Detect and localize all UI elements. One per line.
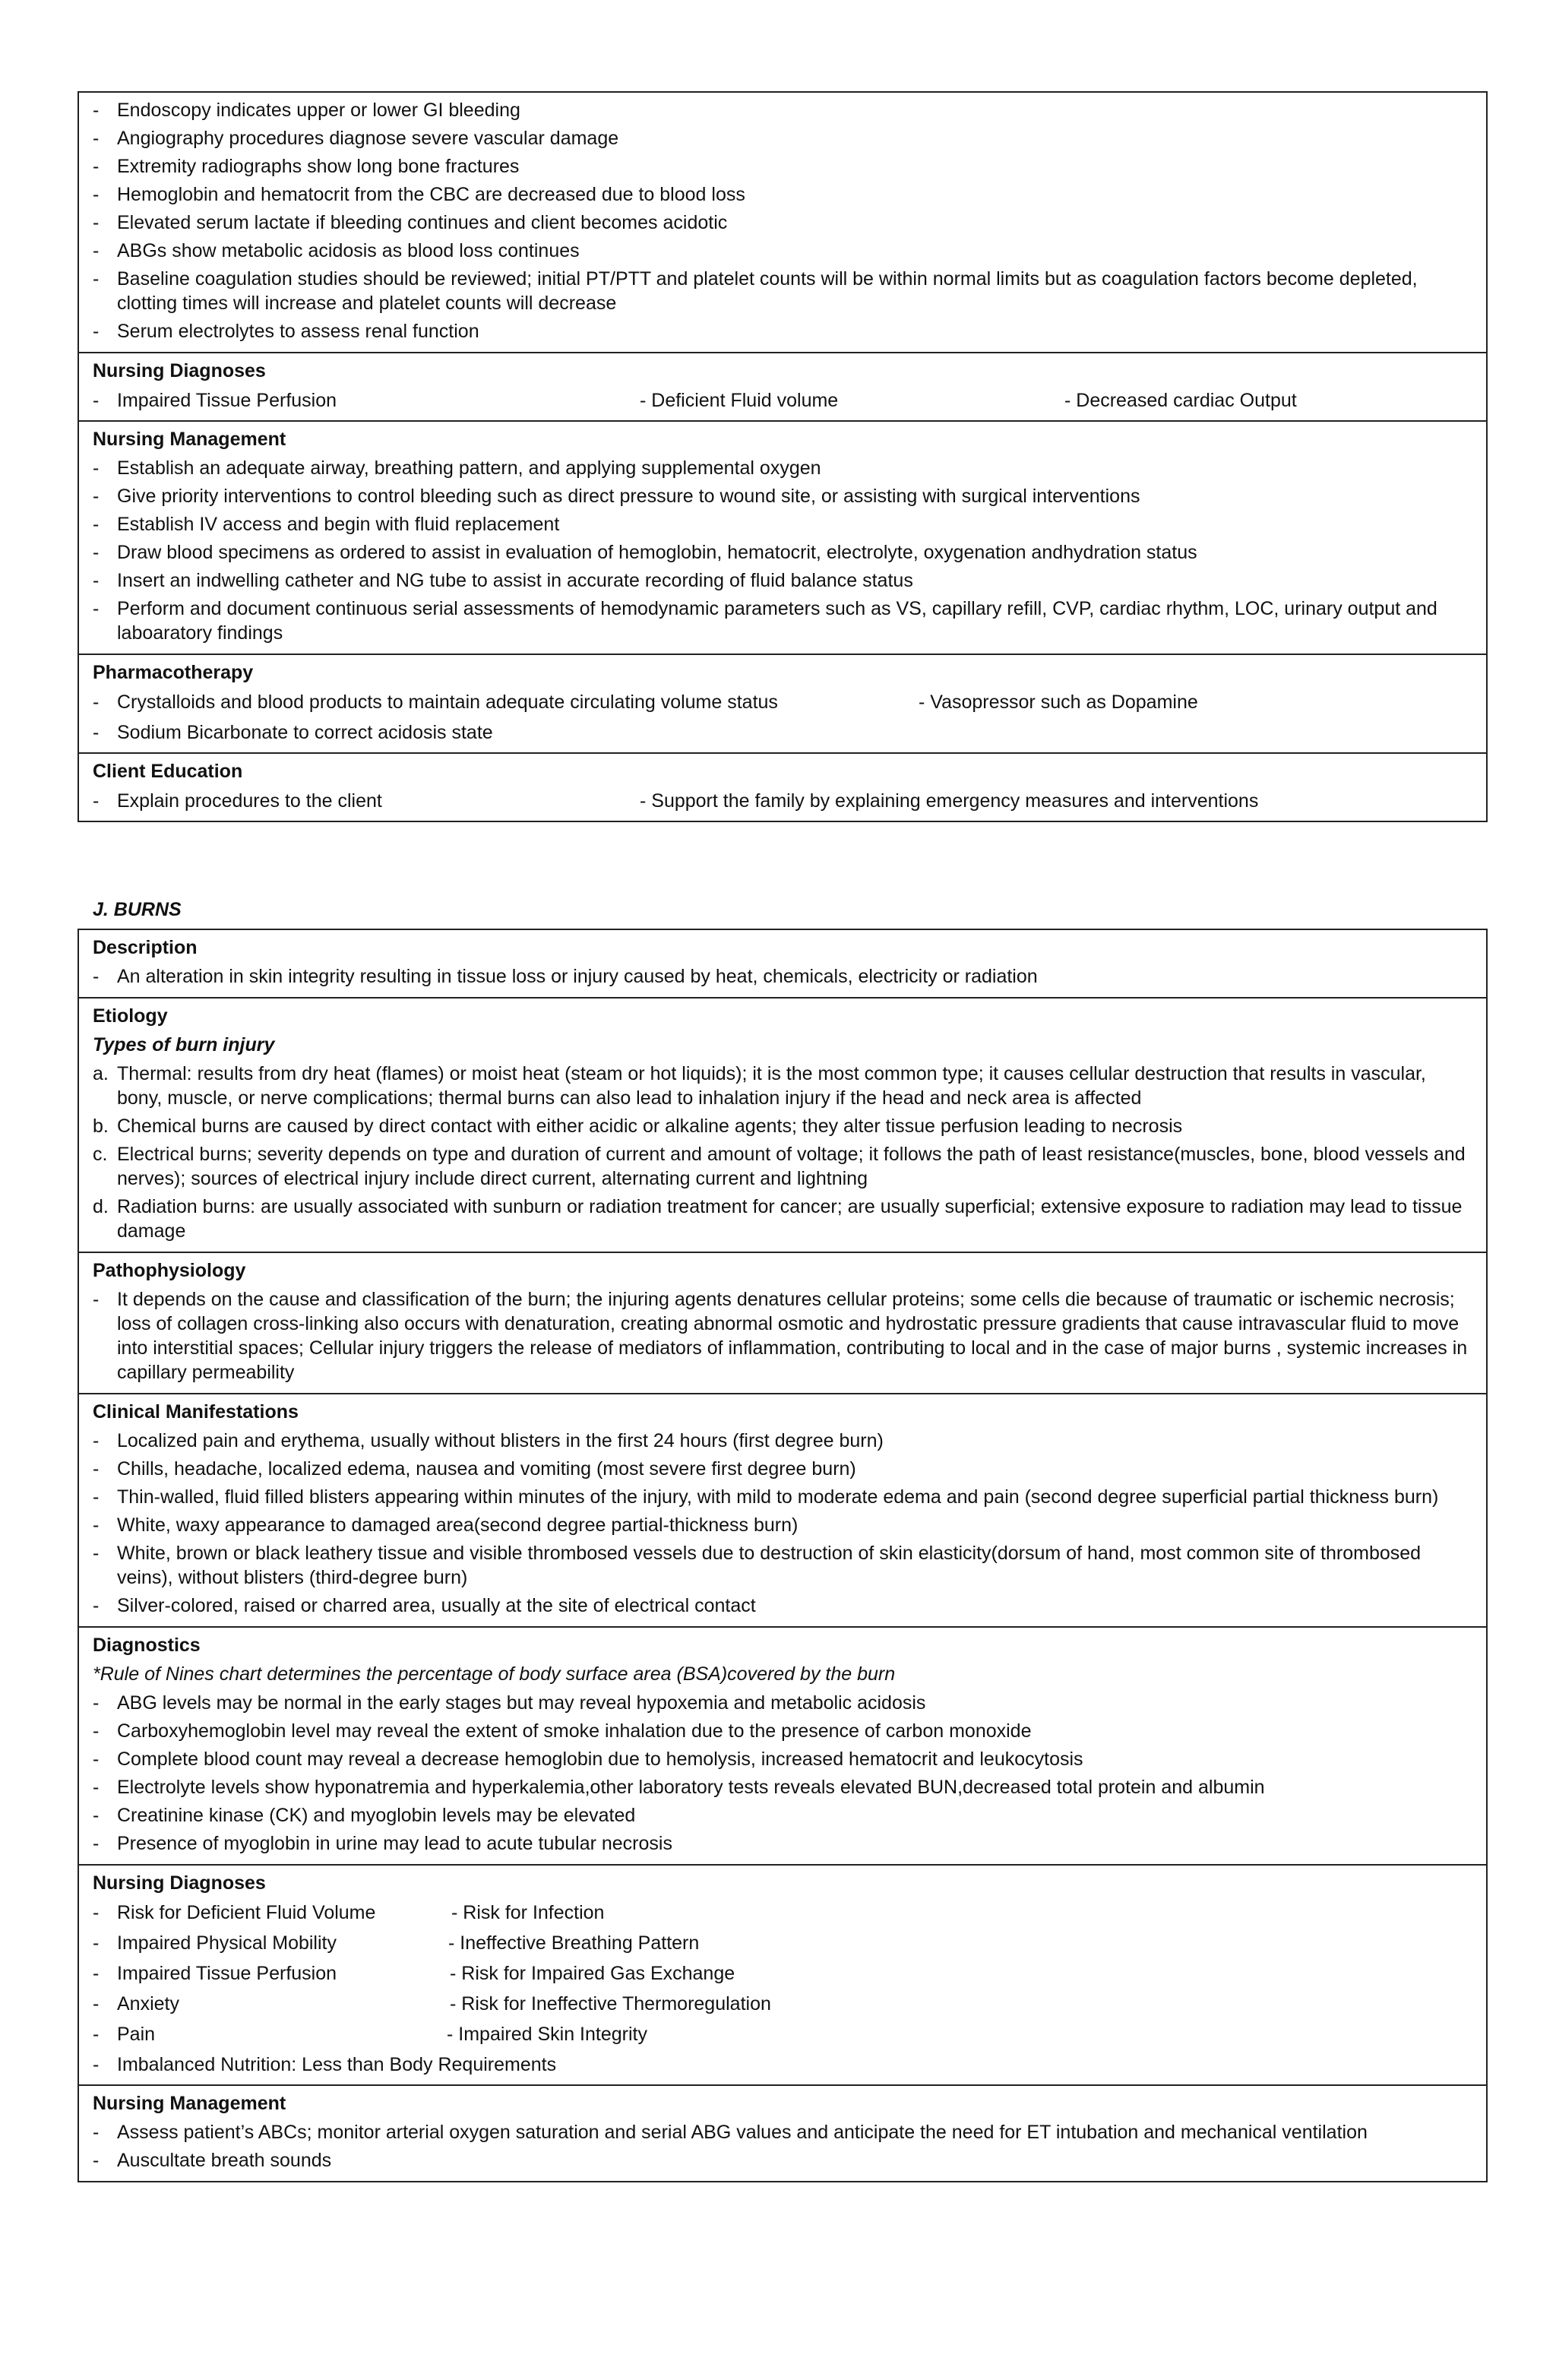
diagnoses-row: - Pain - Impaired Skin Integrity xyxy=(79,2019,1486,2049)
diagnoses-row: - Impaired Tissue Perfusion - Deficient Fluid volume - Decreased cardiac Output xyxy=(79,385,1486,416)
section-heading: Description xyxy=(93,937,198,958)
list-item: - White, waxy appearance to damaged area(second degree partial-thickness burn) xyxy=(93,1514,799,1536)
section-heading: Nursing Management xyxy=(93,2093,286,2114)
list-item: - Baseline coagulation studies should be reviewed; initial PT/PTT and platelet counts will be within normal limits but as coagulation factors become depleted, clotting times will increase and platelet counts will decrease xyxy=(93,268,1418,314)
list-item: - Presence of myoglobin in urine may lead to acute tubular necrosis xyxy=(93,1833,672,1854)
diagnosis-item: - Risk for Infection xyxy=(451,1902,605,1923)
list-item: - Electrolyte levels show hyponatremia and hyperkalemia,other laboratory tests reveals elevated BUN,decreased total protein and albumin xyxy=(93,1777,1265,1798)
diagnoses-row: - Anxiety - Risk for Ineffective Thermoregulation xyxy=(79,1989,1486,2019)
list-item: - Establish IV access and begin with fluid replacement xyxy=(93,514,560,535)
list-item: - It depends on the cause and classification of the burn; the injuring agents denatures cellular proteins; some cells die because of traumatic or ischemic necrosis; loss of collagen cross-linking also occurs with denaturation, creating abnormal osmotic and hydrostatic pressure gradients that cause intravascular fluid to move into interstitial spaces; Cellular injury triggers the release of mediators of inflammation, contributing to local and in the case of major burns , systemic increases in capillary permeability xyxy=(93,1289,1468,1383)
list-item: - Carboxyhemoglobin level may reveal the extent of smoke inhalation due to the presence of carbon monoxide xyxy=(93,1720,1032,1742)
diagnosis-item: - Ineffective Breathing Pattern xyxy=(448,1932,700,1954)
education-row: - Explain procedures to the client - Support the family by explaining emergency measures and interventions xyxy=(79,786,1486,816)
burns-nursing-management-section xyxy=(79,2084,1486,2181)
diagnosis-item: - Decreased cardiac Output xyxy=(1064,390,1297,411)
diagnosis-item: - Impaired Skin Integrity xyxy=(447,2024,647,2045)
diagnostics-continued-section xyxy=(79,93,1486,352)
clinical-manifestations-section xyxy=(79,1393,1486,1626)
diagnoses-row: - Impaired Tissue Perfusion - Risk for Impaired Gas Exchange xyxy=(79,1958,1486,1989)
diagnosis-item: Impaired Physical Mobility xyxy=(117,1932,337,1954)
diagnoses-row: - Impaired Physical Mobility - Ineffective Breathing Pattern xyxy=(79,1928,1486,1958)
education-item: - Support the family by explaining emergency measures and interventions xyxy=(640,790,1259,812)
list-item: - Angiography procedures diagnose severe vascular damage xyxy=(93,128,619,149)
burns-nursing-diagnoses-section xyxy=(79,1864,1486,2084)
diagnosis-item: - Deficient Fluid volume xyxy=(640,390,839,411)
list-item: - Extremity radiographs show long bone fractures xyxy=(93,156,520,177)
pharmacotherapy-section xyxy=(79,654,1486,752)
list-item: - Assess patient’s ABCs; monitor arterial oxygen saturation and serial ABG values and anticipate the need for ET intubation and mechanical ventilation xyxy=(93,2122,1368,2143)
list-item: - Chills, headache, localized edema, nausea and vomiting (most severe first degree burn) xyxy=(93,1458,856,1480)
section-subheading: Types of burn injury xyxy=(93,1034,275,1055)
list-item: - Creatinine kinase (CK) and myoglobin levels may be elevated xyxy=(93,1805,636,1826)
therapy-item: Crystalloids and blood products to maintain adequate circulating volume status xyxy=(117,692,778,713)
list-item: - Thin-walled, fluid filled blisters appearing within minutes of the injury, with mild to moderate edema and pain (second degree superficial partial thickness burn) xyxy=(93,1486,1439,1508)
therapy-item: Sodium Bicarbonate to correct acidosis state xyxy=(117,722,493,743)
section-heading: Diagnostics xyxy=(93,1635,201,1656)
diagnostics-section xyxy=(79,1626,1486,1864)
diagnosis-item: - Risk for Impaired Gas Exchange xyxy=(450,1963,735,1984)
section-heading: Clinical Manifestations xyxy=(93,1401,299,1423)
list-item: - White, brown or black leathery tissue and visible thrombosed vessels due to destruction of skin elasticity(dorsum of hand, most common site of thrombosed veins), without blisters (third-degree burn) xyxy=(93,1543,1422,1588)
section-heading: Pharmacotherapy xyxy=(93,662,254,683)
section-heading: Etiology xyxy=(93,1005,168,1027)
pathophysiology-section xyxy=(79,1252,1486,1393)
list-item: - Complete blood count may reveal a decrease hemoglobin due to hemolysis, increased hematocrit and leukocytosis xyxy=(93,1749,1083,1770)
list-item: - Give priority interventions to control bleeding such as direct pressure to wound site, or assisting with surgical interventions xyxy=(93,486,1140,507)
pharmacotherapy-row: - Crystalloids and blood products to maintain adequate circulating volume status - Vasopressor such as Dopamine xyxy=(79,687,1486,717)
shock-management-table xyxy=(77,91,1488,822)
nursing-diagnoses-section xyxy=(79,352,1486,420)
list-item: - Insert an indwelling catheter and NG tube to assist in accurate recording of fluid balance status xyxy=(93,570,913,591)
list-item: c. Electrical burns; severity depends on type and duration of current and amount of voltage; it follows the path of least resistance(muscles, bone, blood vessels and nerves); sources of electrical injury include direct current, alternating current and lightning xyxy=(93,1144,1466,1189)
etiology-section xyxy=(79,997,1486,1252)
list-item: - Endoscopy indicates upper or lower GI bleeding xyxy=(93,100,520,121)
list-item: - ABGs show metabolic acidosis as blood loss continues xyxy=(93,240,580,261)
list-item: - Draw blood specimens as ordered to assist in evaluation of hemoglobin, hematocrit, electrolyte, oxygenation andhydration status xyxy=(93,542,1197,563)
diagnoses-row: - Imbalanced Nutrition: Less than Body Requirements xyxy=(93,2054,557,2075)
therapy-item: - Vasopressor such as Dopamine xyxy=(919,692,1198,713)
diagnosis-item: Anxiety xyxy=(117,1993,179,2014)
diagnosis-item: Impaired Tissue Perfusion xyxy=(117,390,337,411)
list-item: d. Radiation burns: are usually associated with sunburn or radiation treatment for cancer; are usually superficial; extensive exposure to radiation may lead to tissue damage xyxy=(93,1196,1463,1242)
diagnosis-item: - Risk for Ineffective Thermoregulation xyxy=(450,1993,771,2014)
section-heading: Nursing Diagnoses xyxy=(93,360,266,381)
section-title: J. BURNS xyxy=(93,899,182,920)
diagnosis-item: Risk for Deficient Fluid Volume xyxy=(117,1902,376,1923)
list-item: - Hemoglobin and hematocrit from the CBC are decreased due to blood loss xyxy=(93,184,745,205)
list-item: a. Thermal: results from dry heat (flames) or moist heat (steam or hot liquids); it is the most common type; it causes cellular destruction that results in vascular, bony, muscle, or nerve complications; thermal burns can also lead to inhalation injury if the head and neck area is affected xyxy=(93,1063,1426,1109)
rule-of-nines-note: *Rule of Nines chart determines the percentage of body surface area (BSA)covered by the burn xyxy=(93,1663,896,1685)
list-item: - An alteration in skin integrity resulting in tissue loss or injury caused by heat, chemicals, electricity or radiation xyxy=(93,966,1038,987)
diagnosis-item: Imbalanced Nutrition: Less than Body Requirements xyxy=(117,2054,557,2075)
section-heading: Nursing Diagnoses xyxy=(93,1872,266,1894)
burns-table xyxy=(77,929,1488,2182)
client-education-section xyxy=(79,752,1486,821)
list-item: b. Chemical burns are caused by direct contact with either acidic or alkaline agents; they alter tissue perfusion leading to necrosis xyxy=(93,1116,1183,1137)
pharmacotherapy-row: - Sodium Bicarbonate to correct acidosis state xyxy=(93,722,493,743)
education-item: Explain procedures to the client xyxy=(117,790,382,812)
description-section xyxy=(79,930,1486,997)
nursing-management-section xyxy=(79,420,1486,654)
list-item: - Perform and document continuous serial assessments of hemodynamic parameters such as VS, capillary refill, CVP, cardiac rhythm, LOC, urinary output and laboaratory findings xyxy=(93,598,1437,644)
section-heading: Nursing Management xyxy=(93,429,286,450)
list-item: - Serum electrolytes to assess renal function xyxy=(93,321,479,342)
list-item: - Elevated serum lactate if bleeding continues and client becomes acidotic xyxy=(93,212,728,233)
list-item: - Auscultate breath sounds xyxy=(93,2150,332,2171)
list-item: - ABG levels may be normal in the early stages but may reveal hypoxemia and metabolic acidosis xyxy=(93,1692,926,1714)
list-item: - Establish an adequate airway, breathing pattern, and applying supplemental oxygen xyxy=(93,457,821,479)
section-heading: Client Education xyxy=(93,761,243,782)
diagnosis-item: Impaired Tissue Perfusion xyxy=(117,1963,337,1984)
diagnosis-item: Pain xyxy=(117,2024,156,2045)
section-heading: Pathophysiology xyxy=(93,1260,246,1281)
list-item: - Silver-colored, raised or charred area, usually at the site of electrical contact xyxy=(93,1595,756,1616)
list-item: - Localized pain and erythema, usually without blisters in the first 24 hours (first degree burn) xyxy=(93,1430,884,1451)
diagnoses-row: - Risk for Deficient Fluid Volume - Risk for Infection xyxy=(79,1897,1486,1928)
